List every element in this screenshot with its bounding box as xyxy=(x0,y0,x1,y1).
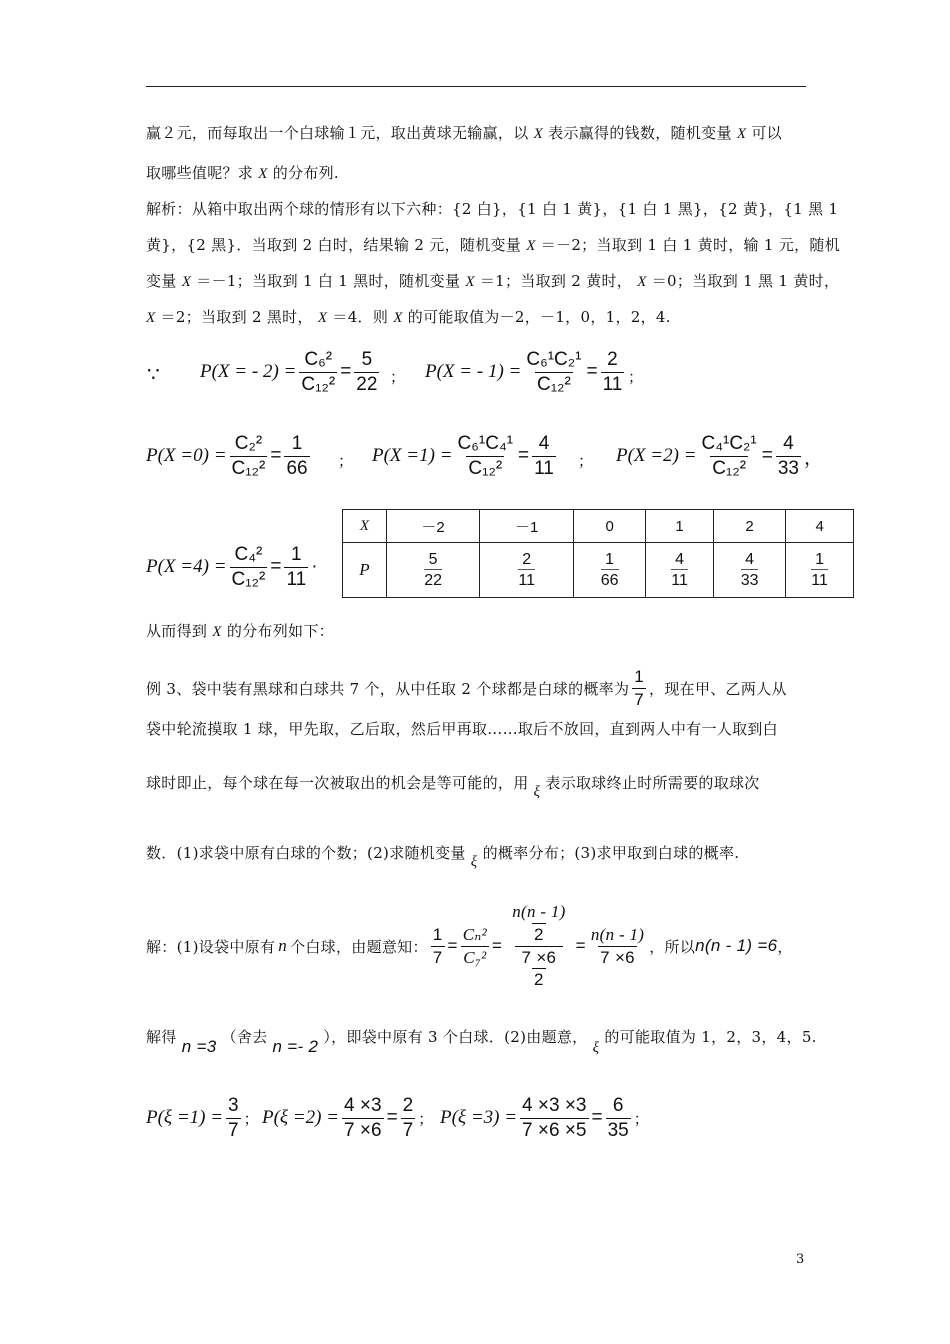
table-row xyxy=(343,543,854,598)
eq-p-x-minus-1: P(X = - 1) = $\frac{\text{C₆¹C₂¹}}{\text{C₁₂²}}$ = $\frac{2}{11}$ xyxy=(425,349,623,395)
because-symbol: ∵ xyxy=(147,362,160,386)
solution-line: 解：(1)设袋中原有 n 个白球，由题意知： $\frac{1}{7}$ = $\frac{\text{Cₙ²}}{\text{C₇²}}$ = $\frac{\frac{n(n - 1)}{2}}{\frac{7 \times 6}{2}}$ = $\frac{n(n - 1)}{7 \times 6}$ ，所以 n(n - 1) =6 ， xyxy=(146,901,793,990)
table-cell: 0 xyxy=(573,510,645,543)
eq-p-x-2: P(X =2) = $\frac{\text{C₄¹C₂¹}}{\text{C₁₂²}}$ = $\frac{4}{33}$ ， xyxy=(616,433,824,479)
table-cell: $\frac{4}{11}$ xyxy=(646,543,714,598)
semicolon: ； xyxy=(628,368,644,386)
table-row xyxy=(343,510,854,543)
table-cell: $\frac{4}{33}$ xyxy=(713,543,785,598)
solve-line: 解得 n =3 （舍去 n =- 2 ），即袋中原有 3 个白球．(2)由题意， ξ 的可能取值为 1，2，3，4，5. xyxy=(146,1028,817,1056)
page-number: 3 xyxy=(796,1252,805,1267)
table-cell: 4 xyxy=(786,510,854,543)
example3-line-3: 球时即止，每个球在每一次被取出的机会是等可能的，用 ξ 表示取球终止时所需要的取球次 xyxy=(146,774,760,800)
intro-line-2: 取哪些值呢？求 X 的分布列. xyxy=(146,164,340,182)
example3-line-4: 数．(1)求袋中原有白球的个数；(2)求随机变量 ξ 的概率分布；(3)求甲取到白球的概率. xyxy=(146,844,740,870)
table-cell: 1 xyxy=(646,510,714,543)
distribution-table xyxy=(342,509,854,598)
eq-p-x-minus-2: P(X = - 2) = $\frac{\text{C₆²}}{\text{C₁₂²}}$ = $\frac{5}{22}$ xyxy=(200,349,378,395)
table-cell: $\frac{2}{11}$ xyxy=(480,543,574,598)
table-cell: $\frac{1}{11}$ xyxy=(786,543,854,598)
example3-line-2: 袋中轮流摸取 1 球，甲先取，乙后取，然后甲再取……取后不放回，直到两人中有一人取到白 xyxy=(146,720,778,738)
table-cell: 2 xyxy=(713,510,785,543)
analysis-line-2: 黄}，{2 黑}．当取到 2 白时，结果输 2 元，随机变量 X ＝－2；当取到 1 白 1 黄时，输 1 元，随机 xyxy=(146,236,841,254)
table-cell: $\frac{5}{22}$ xyxy=(386,543,480,598)
table-cell: －1 xyxy=(480,510,574,543)
eq-p-x-0: P(X =0) = $\frac{\text{C₂²}}{\text{C₁₂²}}$ = $\frac{1}{66}$ xyxy=(146,433,308,479)
table-prob-label: P xyxy=(343,543,387,598)
table-header-label: X xyxy=(343,510,387,543)
eq-p-x-4: P(X =4) = $\frac{\text{C₄²}}{\text{C₁₂²}}$ = $\frac{1}{11}$ · xyxy=(146,544,318,590)
example3-line-1: 例 3、袋中装有黑球和白球共 7 个，从中任取 2 个球都是白球的概率为 $\frac{1}{7}$ ，现在甲、乙两人从 xyxy=(146,667,787,709)
semicolon: ； xyxy=(390,368,406,386)
table-cell: $\frac{1}{66}$ xyxy=(573,543,645,598)
semicolon: ； xyxy=(338,452,354,470)
header-rule xyxy=(146,86,806,87)
analysis-line-1: 解析：从箱中取出两个球的情形有以下六种：{2 白}，{1 白 1 黄}，{1 白 1 黑}，{2 黄}，{1 黑 1 xyxy=(146,200,839,218)
semicolon: ； xyxy=(578,452,594,470)
intro-line-1: 赢２元，而每取出一个白球输１元，取出黄球无输赢，以 X 表示赢得的钱数，随机变量 X 可以 xyxy=(146,124,782,142)
dist-intro: 从而得到 X 的分布列如下： xyxy=(146,622,334,640)
eq-p-xi-2: P(ξ =2) = $\frac{4 \times 3}{7 \times 6}$ = $\frac{2}{7}$ ； xyxy=(262,1095,434,1141)
eq-p-xi-1: P(ξ =1) = $\frac{3}{7}$ ； xyxy=(146,1095,259,1141)
eq-p-xi-3: P(ξ =3) = $\frac{4 \times 3 \times 3}{7 \times 6 \times 5}$ = $\frac{6}{35}$ ； xyxy=(440,1095,649,1141)
eq-p-x-1: P(X =1) = $\frac{\text{C₆¹C₄¹}}{\text{C₁₂²}}$ = $\frac{4}{11}$ xyxy=(372,433,554,479)
table-cell: －2 xyxy=(386,510,480,543)
analysis-line-3: 变量 X ＝－1；当取到 1 白 1 黑时，随机变量 X ＝1；当取到 2 黄时， X ＝0；当取到 1 黑 1 黄时， xyxy=(146,272,840,290)
analysis-line-4: X ＝2；当取到 2 黑时， X ＝4．则 X 的可能取值为－2，－1，0，1，2，4. xyxy=(146,308,671,326)
